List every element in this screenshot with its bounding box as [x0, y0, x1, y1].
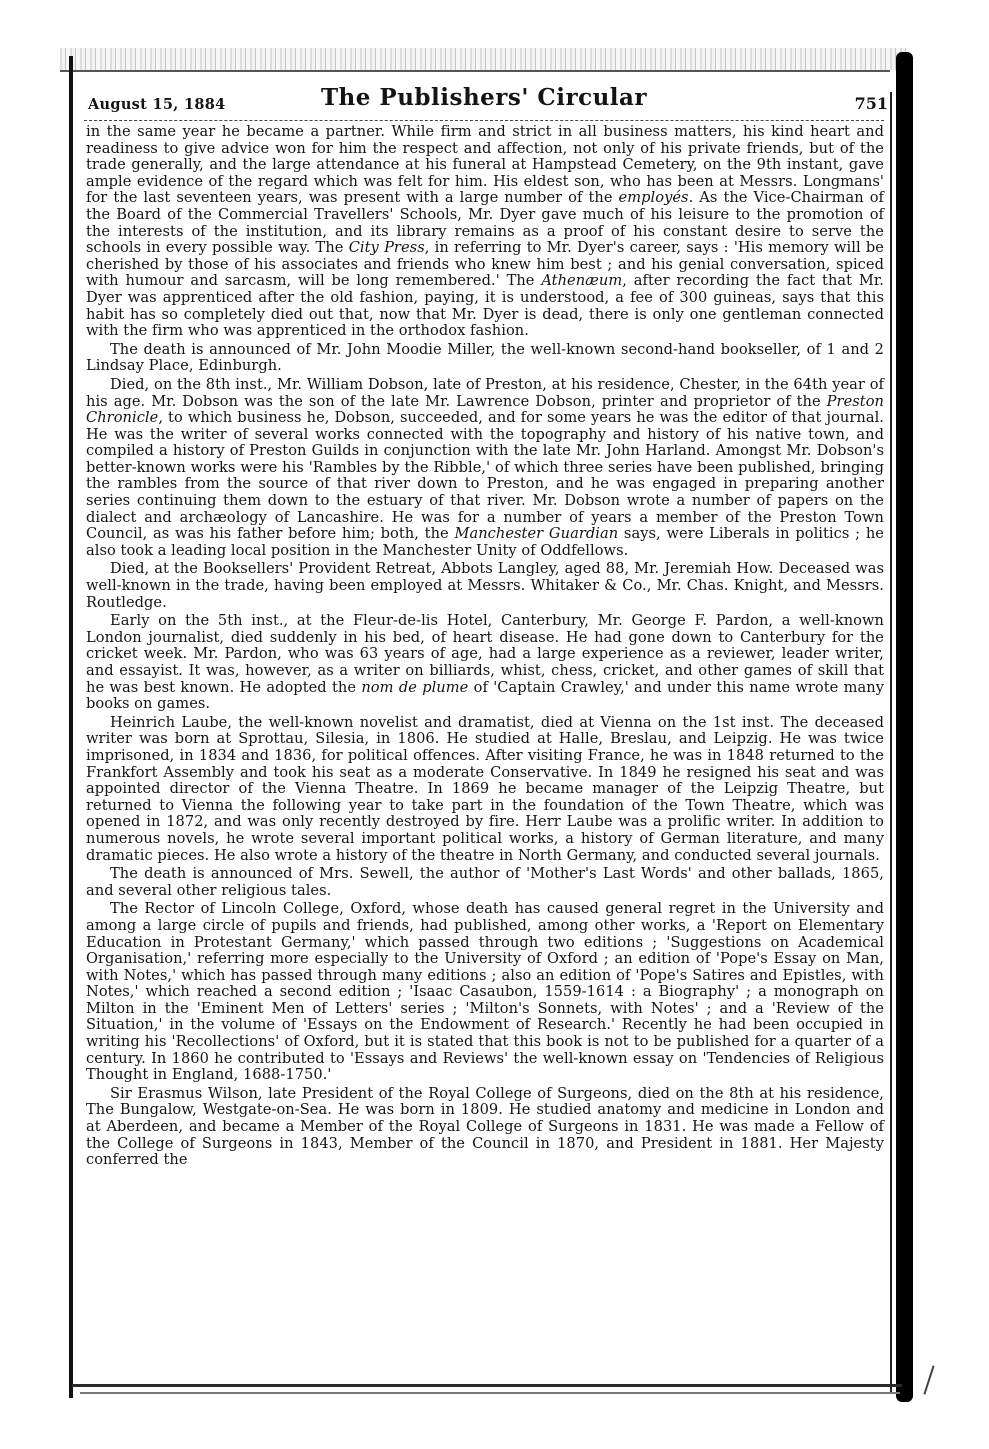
- periodical-title: Athenæum: [541, 272, 623, 290]
- page-header: [88, 84, 888, 120]
- periodical-title: City Press: [348, 239, 425, 257]
- top-border-rule: [60, 70, 890, 72]
- article-body: [86, 124, 884, 1171]
- right-border-rule: [890, 92, 892, 1392]
- publication-title: The Publishers' Circular: [320, 84, 648, 111]
- italic-term: nom de plume: [361, 678, 469, 696]
- bottom-border-rule: [72, 1384, 902, 1387]
- paragraph-miller: The death is announced of Mr. John Moodie Miller, the well-known second-hand bookseller, of 1 and 2 Lindsay Place, Edinburgh.: [86, 340, 884, 375]
- paragraph-lincoln-rector: The Rector of Lincoln College, Oxford, whose death has caused general regret in the University and among a large circle of pupils and friends, had published, among other works, a 'Report on Elementary Education in Protestant Germany,' which passed through two editions ; 'Suggestions on Academical Organisation,' referring more especially to the University of Oxford ; an edition of 'Pope's Essay on Man, with Notes,' which has passed through many editions ; also an edition of 'Pope's Satires and Epistles, with Notes,' which reached a second edition ; 'Isaac Casaubon, 1559-1614 : a Biography' ; a monograph on Milton in the 'Eminent Men of Letters' series ; 'Milton's Sonnets, with Notes' ; and a 'Review of the Situation,' in the volume of 'Essays on the Endowment of Research.' Recently he had been occupied in writing his 'Recollections' of Oxford, but it is stated that this book is not to be published for a quarter of a century. In 1860 he contributed to 'Essays and Reviews' the well-known essay on 'Tendencies of Religious Thought in England, 1688-1750.': [86, 900, 884, 1084]
- header-rule: [84, 120, 884, 122]
- paragraph-how: Died, at the Booksellers' Provident Retreat, Abbots Langley, aged 88, Mr. Jeremiah How. Deceased was well-known in the trade, having been employed at Messrs. Whitaker & Co., Mr. Chas. Knight, and Messrs. Routledge.: [86, 560, 884, 611]
- paragraph-pardon: Early on the 5th inst., at the Fleur-de-lis Hotel, Canterbury, Mr. George F. Pardon, a well-known London journalist, died suddenly in his bed, of heart disease. He had gone down to Canterbury for the cricket week. Mr. Pardon, who was 63 years of age, had a large experience as a reviewer, leader writer, and essayist. It was, however, as a writer on billiards, whist, chess, cricket, and other games of skill that he was best known. He adopted the nom de plume of 'Captain Crawley,' and under this name wrote many books on games.: [86, 612, 885, 713]
- paragraph-sewell: The death is announced of Mrs. Sewell, the author of 'Mother's Last Words' and other ballads, 1865, and several other religious tales.: [86, 865, 884, 899]
- left-border-rule: [69, 56, 73, 1398]
- paragraph-dyer-obituary: in the same year he became a partner. While firm and strict in all business matters, his kind heart and readiness to give advice won for him the respect and affection, not only of his private friends, but of the trade generally, and the large attendance at his funeral at Hampstead Cemetery, on the 9th instant, gave ample evidence of the regard which was felt for him. His eldest son, who has been at Messrs. Longmans' for the last seventeen years, was present with a large number of the employés. As the Vice-Chairman of the Board of the Commercial Travellers' Schools, Mr. Dyer gave much of his leisure to the promotion of the interests of the institution, and its library remains as a proof of his constant desire to serve the schools in every possible way. The City Press, in referring to Mr. Dyer's career, says : 'His memory will be cherished by those of his associates and friends who knew him best ; and his genial conversation, spiced with humour and sarcasm, will be long remembered.' The Athenæum, after recording the fact that Mr. Dyer was apprenticed after the old fashion, paying, it is understood, a fee of 300 guineas, says that this habit has so completely died out that, now that Mr. Dyer is dead, there is only one gentleman connected with the firm who was apprenticed in the orthodox fashion.: [86, 123, 884, 340]
- paragraph-laube: Heinrich Laube, the well-known novelist and dramatist, died at Vienna on the 1st inst. The deceased writer was born at Sprottau, Silesia, in 1806. He studied at Halle, Breslau, and Leipzig. He was twice imprisoned, in 1834 and 1836, for political offences. After visiting France, he was in 1848 returned to the Frankfort Assembly and took his seat as a moderate Conservative. In 1849 he resigned his seat and was appointed director of the Vienna Theatre. In 1869 he became manager of the Leipzig Theatre, but returned to Vienna the following year to take part in the foundation of the Town Theatre, which was opened in 1872, and was only recently destroyed by fire. Herr Laube was a prolific writer. In addition to numerous novels, he wrote several important political works, a history of German literature, and many dramatic pieces. He also wrote a history of the theatre in North Germany, and conducted several journals.: [86, 713, 884, 864]
- periodical-title: Manchester Guardian: [454, 525, 619, 543]
- bottom-border-rule-inner: [80, 1392, 900, 1394]
- paragraph-wilson: Sir Erasmus Wilson, late President of the Royal College of Surgeons, died on the 8th at his residence, The Bungalow, Westgate-on-Sea. He was born in 1809. He studied anatomy and medicine in London and at Aberdeen, and became a Member of the Royal College of Surgeons in 1831. He was made a Fellow of the College of Surgeons in 1843, Member of the Council in 1870, and President in 1881. Her Majesty conferred the: [86, 1084, 884, 1169]
- issue-date: August 15, 1884: [88, 96, 226, 113]
- periodical-title: Preston Chronicle: [86, 392, 884, 427]
- scan-edge-texture: [60, 48, 910, 70]
- paragraph-dobson: Died, on the 8th inst., Mr. William Dobson, late of Preston, at his residence, Chester, in the 64th year of his age. Mr. Dobson was the son of the late Mr. Lawrence Dobson, printer and proprietor of the Preston Chronicle, to which business he, Dobson, succeeded, and for some years he was the editor of that journal. He was the writer of several works connected with the topography and history of his native town, and compiled a history of Preston Guilds in conjunction with the late Mr. John Harland. Amongst Mr. Dobson's better-known works were his 'Rambles by the Ribble,' of which three series have been published, bringing the rambles from the source of that river down to Preston, and he was engaged in preparing another series continuing them down to the estuary of that river. Mr. Dobson wrote a number of papers on the dialect and archæology of Lancashire. He was for a number of years a member of the Preston Town Council, as was his father before him; both, the Manchester Guardian says, were Liberals in politics ; he also took a leading local position in the Manchester Unity of Oddfellows.: [86, 375, 884, 559]
- margin-pencil-mark: [923, 1365, 934, 1394]
- italic-term: employés: [618, 189, 689, 207]
- binding-edge: [896, 52, 913, 1402]
- page-number: 751: [854, 94, 888, 113]
